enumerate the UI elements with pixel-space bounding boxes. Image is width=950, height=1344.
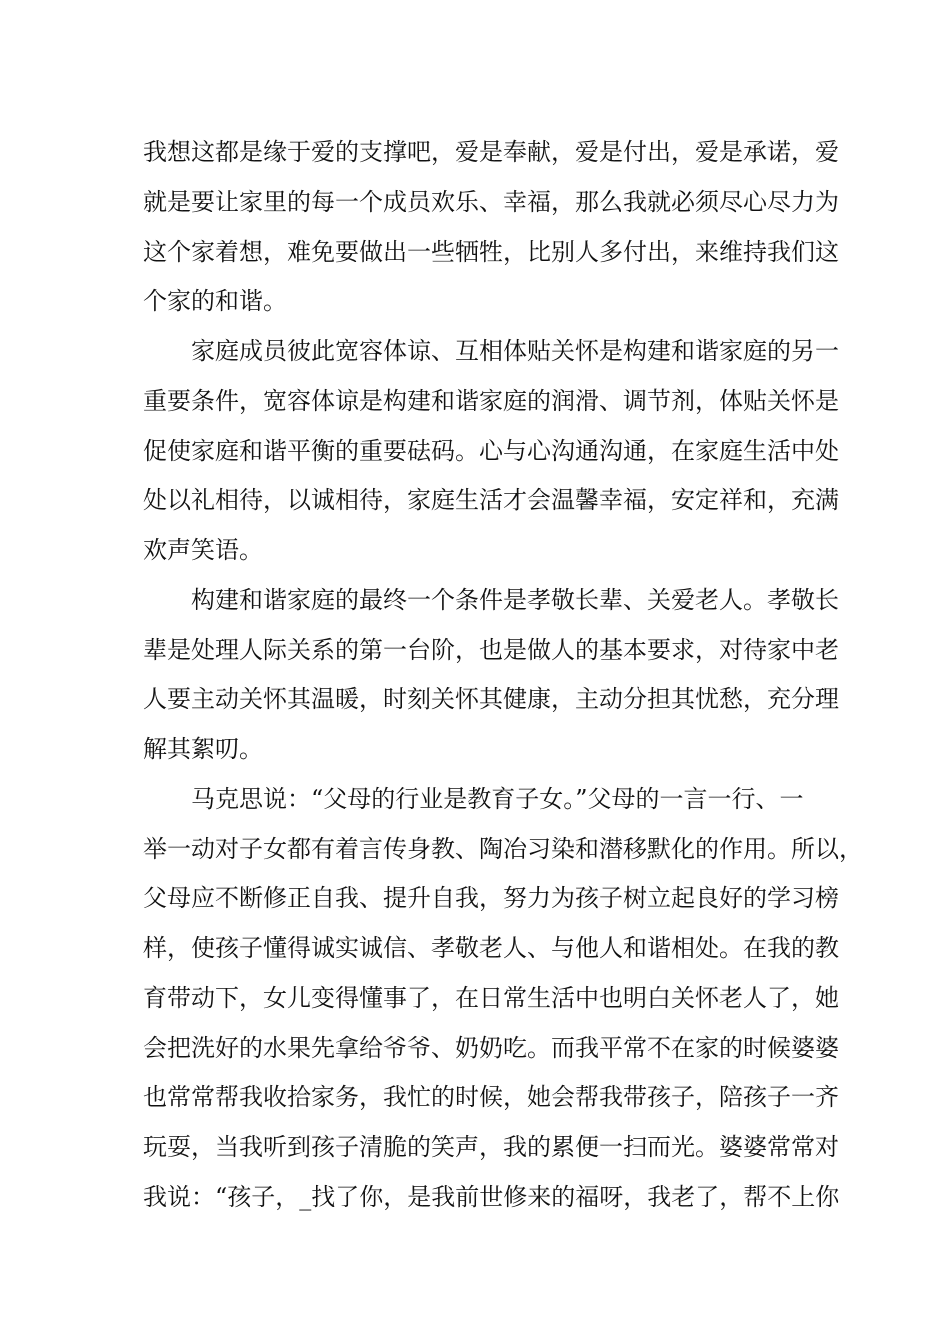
text-line: 举一动对子女都有着言传身教、陶冶习染和潜移默化的作用。所以， bbox=[143, 835, 863, 863]
text-line: 我想这都是缘于爱的支撑吧，爱是奉献，爱是付出，爱是承诺，爱 bbox=[143, 138, 839, 166]
text-line: 育带动下，女儿变得懂事了，在日常生活中也明白关怀老人了，她 bbox=[143, 984, 839, 1012]
text-line: 玩耍，当我听到孩子清脆的笑声，我的累便一扫而光。婆婆常常对 bbox=[143, 1133, 839, 1161]
text-line: 马克思说：“父母的行业是教育子女。”父母的一言一行、一 bbox=[143, 785, 804, 813]
text-line: 个家的和谐。 bbox=[143, 287, 287, 315]
text-line: 这个家着想，难免要做出一些牺牲，比别人多付出，来维持我们这 bbox=[143, 238, 839, 266]
text-line: 欢声笑语。 bbox=[143, 536, 263, 564]
text-line: 重要条件，宽容体谅是构建和谐家庭的润滑、调节剂，体贴关怀是 bbox=[143, 387, 839, 415]
text-line: 人要主动关怀其温暖，时刻关怀其健康，主动分担其忧愁，充分理 bbox=[143, 685, 839, 713]
text-line: 构建和谐家庭的最终一个条件是孝敬长辈、关爱老人。孝敬长 bbox=[143, 586, 839, 614]
text-line: 处以礼相待，以诚相待，家庭生活才会温馨幸福，安定祥和，充满 bbox=[143, 486, 839, 514]
text-line: 样，使孩子懂得诚实诚信、孝敬老人、与他人和谐相处。在我的教 bbox=[143, 934, 839, 962]
text-line: 会把洗好的水果先拿给爷爷、奶奶吃。而我平常不在家的时候婆婆 bbox=[143, 1034, 839, 1062]
text-line: 促使家庭和谐平衡的重要砝码。心与心沟通沟通，在家庭生活中处 bbox=[143, 437, 839, 465]
text-line: 也常常帮我收拾家务，我忙的时候，她会帮我带孩子，陪孩子一齐 bbox=[143, 1083, 839, 1111]
text-line: 我说：“孩子，_找了你，是我前世修来的福呀，我老了，帮不上你 bbox=[143, 1183, 840, 1211]
text-line: 家庭成员彼此宽容体谅、互相体贴关怀是构建和谐家庭的另一 bbox=[143, 337, 839, 365]
text-line: 父母应不断修正自我、提升自我，努力为孩子树立起良好的学习榜 bbox=[143, 884, 839, 912]
text-line: 辈是处理人际关系的第一台阶，也是做人的基本要求，对待家中老 bbox=[143, 636, 839, 664]
text-line: 解其絮叨。 bbox=[143, 735, 263, 763]
text-line: 就是要让家里的每一个成员欢乐、幸福，那么我就必须尽心尽力为 bbox=[143, 188, 839, 216]
